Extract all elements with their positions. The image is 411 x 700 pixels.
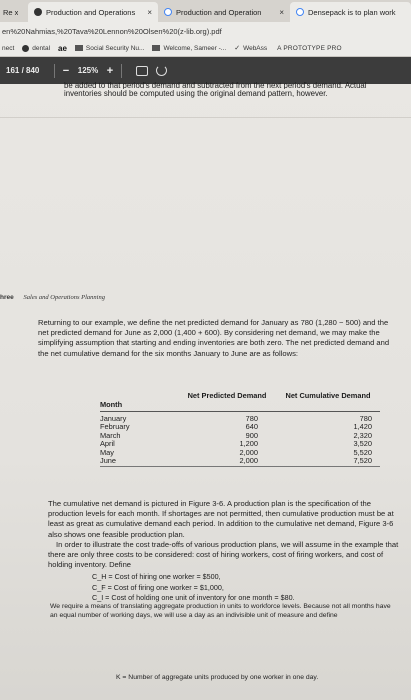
pdf-toolbar bbox=[0, 57, 411, 84]
table-body bbox=[100, 412, 380, 467]
address-bar[interactable] bbox=[0, 22, 411, 40]
text-line: inventories should be computed using the original demand pattern, however. bbox=[64, 89, 328, 98]
table-header bbox=[100, 391, 380, 412]
rotate-icon[interactable] bbox=[156, 65, 167, 76]
table-cell: April bbox=[100, 439, 115, 449]
table-cell: 780 bbox=[359, 414, 372, 423]
bookmark-welcome[interactable] bbox=[152, 45, 226, 52]
url-text[interactable]: en%20Nahmias,%20Tava%20Lennon%20Olsen%20(z-lib.org).pdf bbox=[2, 26, 222, 36]
mail-icon bbox=[152, 45, 160, 51]
bookmark-webassign[interactable] bbox=[234, 44, 267, 52]
bookmark-dental[interactable] bbox=[22, 45, 50, 52]
page-indicator[interactable]: 161 / 840 bbox=[6, 66, 40, 75]
table-cell: February bbox=[100, 422, 130, 432]
running-head bbox=[0, 294, 105, 301]
column-header: Net Cumulative Demand bbox=[285, 391, 371, 400]
tab-production-operations-1[interactable] bbox=[28, 2, 158, 22]
k-definition: K = Number of aggregate units produced by one worker in one day. bbox=[116, 674, 319, 681]
bookmark-ae[interactable] bbox=[58, 44, 67, 53]
cut-line: be added to that period's demand and subtracted from the next period's demand. Actual bbox=[64, 81, 367, 89]
definition-line: C_I = Cost of holding one unit of inventory for one month = $80. bbox=[92, 593, 295, 602]
month-column bbox=[100, 415, 178, 465]
webassign-icon: ✓ bbox=[234, 45, 241, 52]
table-cell: May bbox=[100, 447, 114, 457]
fit-page-icon[interactable] bbox=[136, 66, 148, 76]
zoom-level: 125% bbox=[77, 66, 99, 75]
table-cell: January bbox=[100, 414, 127, 423]
tab-label: Production and Operation bbox=[176, 7, 262, 17]
tab-production-operations-2[interactable] bbox=[158, 2, 290, 22]
paragraph-group bbox=[48, 499, 400, 570]
table-cell: June bbox=[100, 456, 117, 466]
carryover-text bbox=[64, 81, 404, 99]
paragraph: In order to illustrate the cost trade-offs of various production plans, we will assume in the example that there are only three costs to be considered: cost of hiring workers, cost of firing workers, and cost of holding inventory. Define bbox=[48, 539, 399, 570]
bookmark-label: Social Security Nu... bbox=[85, 44, 145, 52]
tab-label: Densepack is to plan work bbox=[308, 7, 396, 17]
close-icon[interactable]: × bbox=[279, 7, 284, 17]
running-head-title: Sales and Operations Planning bbox=[23, 294, 105, 301]
cost-definitions bbox=[92, 572, 295, 604]
demand-table bbox=[100, 391, 380, 467]
bookmark-label: Welcome, Sameer -... bbox=[163, 44, 227, 52]
pdf-page bbox=[0, 81, 411, 700]
bookmark-label: dental bbox=[32, 44, 51, 52]
table-cell: 5,520 bbox=[353, 447, 372, 457]
table-cell: 780 bbox=[245, 414, 258, 423]
tab-re[interactable] bbox=[0, 2, 28, 22]
table-cell: 2,000 bbox=[239, 447, 258, 457]
paragraph: The cumulative net demand is pictured in Figure 3-6. A production plan is the specification of the production levels for each month. If shortages are not permitted, then cumulative production must be at least as great as cumulative demand each period. In addition to the cumulative net demand, Figure 3-6 also shows one feasible production plan. bbox=[48, 499, 394, 539]
bookmark-label: A PROTOTYPE PRO bbox=[277, 44, 342, 52]
bookmark-label: nect bbox=[2, 44, 15, 52]
table-cell: 2,320 bbox=[353, 430, 372, 440]
table-cell: 640 bbox=[245, 422, 258, 432]
tab-strip bbox=[0, 0, 411, 22]
close-icon[interactable]: × bbox=[147, 7, 152, 17]
bookmark-nect[interactable] bbox=[2, 45, 14, 52]
page-break bbox=[0, 117, 411, 118]
paragraph: Returning to our example, we define the net predicted demand for January as 780 (1,280 − 500) and the net predicted demand for June as 2,000 (1,400 + 600). By considering net demand, we may make the simplifying assumption that starting and ending inventories are both zero. The net predicted demand and the net cumulative demand for the six months January to June are as follows: bbox=[38, 318, 390, 358]
google-icon bbox=[164, 8, 172, 16]
definition-line: C_F = Cost of firing one worker = $1,000, bbox=[92, 582, 224, 592]
net-cumulative-column bbox=[276, 415, 380, 465]
table-cell: 900 bbox=[245, 430, 258, 440]
bookmarks-bar bbox=[0, 40, 411, 57]
bookmark-social-security[interactable] bbox=[75, 45, 145, 52]
google-icon bbox=[296, 8, 304, 16]
table-cell: March bbox=[100, 430, 121, 440]
table-cell: 3,520 bbox=[353, 439, 372, 449]
bookmark-label: ae bbox=[58, 43, 67, 53]
tab-label: Re x bbox=[3, 7, 19, 17]
chapter-fragment: hree bbox=[0, 294, 14, 301]
zoom-out-button[interactable]: − bbox=[62, 64, 70, 77]
divider bbox=[54, 64, 55, 78]
column-header: Net Predicted Demand bbox=[187, 391, 267, 400]
ssa-icon bbox=[75, 45, 83, 51]
table-cell: 1,420 bbox=[353, 422, 372, 432]
divider bbox=[121, 64, 122, 78]
tab-densepack[interactable] bbox=[290, 2, 411, 22]
page-icon bbox=[34, 8, 42, 16]
definition-line: C_H = Cost of hiring one worker = $500, bbox=[92, 572, 221, 581]
net-predicted-column bbox=[178, 415, 276, 465]
bookmark-prototype[interactable] bbox=[277, 45, 342, 52]
table-cell: 1,200 bbox=[239, 439, 258, 449]
tab-label: Production and Operations bbox=[46, 7, 136, 17]
bookmark-label: WebAss bbox=[243, 44, 268, 52]
paragraph: We require a means of translating aggregate production in units to workforce levels. Because not all months have an equal number of working days, we will use a day as an indivisible unit of measure and define bbox=[50, 603, 391, 619]
circle-icon bbox=[22, 45, 29, 52]
column-header: Month bbox=[100, 400, 123, 409]
table-cell: 7,520 bbox=[353, 456, 372, 466]
table-cell: 2,000 bbox=[239, 456, 258, 466]
zoom-in-button[interactable]: + bbox=[106, 64, 114, 77]
